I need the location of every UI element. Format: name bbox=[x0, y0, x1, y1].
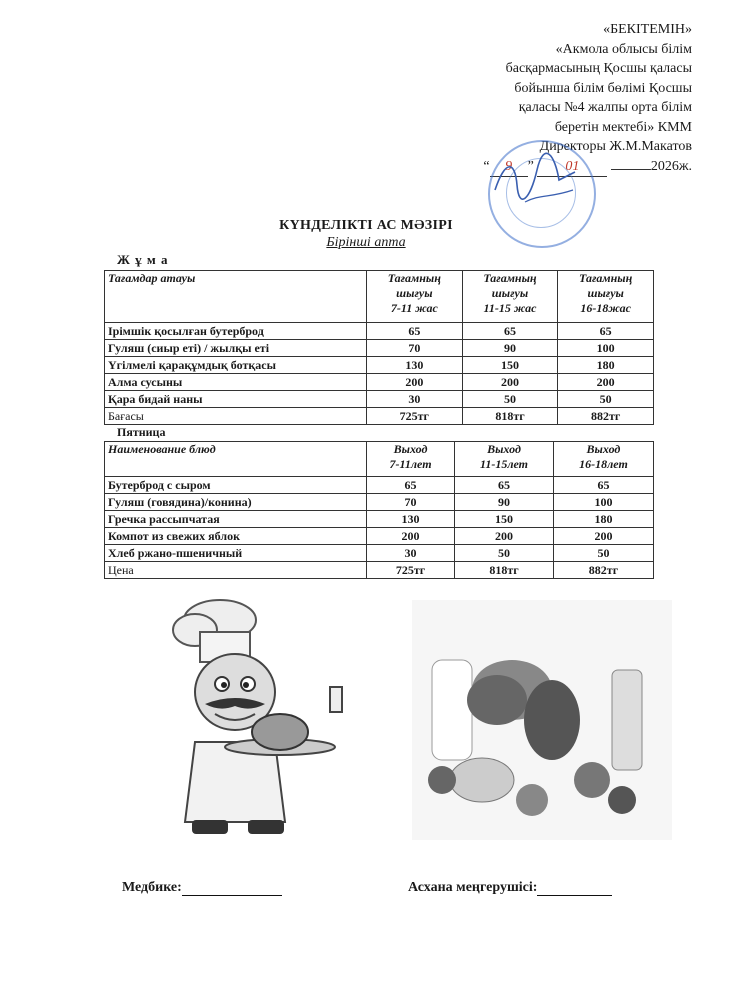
approval-org-line: «Акмола облысы білім bbox=[555, 41, 692, 57]
portion-value: 65 bbox=[367, 477, 455, 494]
table-row bbox=[105, 528, 654, 545]
table-row bbox=[105, 511, 654, 528]
table-row bbox=[105, 323, 654, 340]
chef-illustration bbox=[160, 592, 375, 842]
table-header-row bbox=[105, 442, 654, 477]
portion-value: 65 bbox=[455, 477, 554, 494]
day-label-ru: Пятница bbox=[117, 425, 166, 439]
portion-value: 65 bbox=[367, 323, 463, 340]
portion-value: 50 bbox=[455, 545, 554, 562]
header-portion-16-18: Тағамның шығуы 16-18жас bbox=[558, 271, 654, 323]
dish-name: Бутерброд с сыром bbox=[105, 477, 367, 494]
header-dish-name: Наименование блюд bbox=[105, 442, 367, 477]
director-name: Директоры Ж.М.Макатов bbox=[539, 139, 692, 154]
signature-line bbox=[537, 881, 612, 896]
portion-value: 100 bbox=[558, 340, 654, 357]
portion-value: 90 bbox=[462, 340, 558, 357]
portion-value: 70 bbox=[367, 494, 455, 511]
page-title: КҮНДЕЛІКТІ АС МӘЗІРІ bbox=[279, 218, 453, 233]
dish-name: Гуляш (сиыр еті) / жылқы еті bbox=[105, 340, 367, 357]
table-row bbox=[105, 357, 654, 374]
director-signature bbox=[485, 150, 585, 210]
table-row bbox=[105, 391, 654, 408]
price-value: 818тг bbox=[455, 562, 554, 579]
portion-value: 150 bbox=[462, 357, 558, 374]
portion-value: 65 bbox=[558, 323, 654, 340]
price-value: 725тг bbox=[367, 562, 455, 579]
portion-value: 30 bbox=[367, 545, 455, 562]
price-label: Бағасы bbox=[105, 408, 367, 425]
price-value: 882тг bbox=[553, 562, 653, 579]
portion-value: 200 bbox=[367, 528, 455, 545]
date-day: 9 bbox=[490, 157, 528, 178]
portion-value: 65 bbox=[553, 477, 653, 494]
signature-line bbox=[182, 881, 282, 896]
approval-heading: «БЕКІТЕМІН» bbox=[603, 22, 692, 37]
portion-value: 30 bbox=[367, 391, 463, 408]
kitchen-head-signature-field bbox=[408, 880, 612, 896]
approval-org-line: бойынша білім бөлімі Қосшы bbox=[514, 80, 692, 96]
approval-org-line: беретін мектебі» КММ bbox=[554, 119, 692, 135]
portion-value: 200 bbox=[367, 374, 463, 391]
page-subtitle: Бірінші апта bbox=[326, 235, 406, 250]
dish-name: Гречка рассыпчатая bbox=[105, 511, 367, 528]
header-portion-11-15: Тағамның шығуы 11-15 жас bbox=[462, 271, 558, 323]
dish-name: Үгілмелі қарақұмдық ботқасы bbox=[105, 357, 367, 374]
portion-value: 180 bbox=[553, 511, 653, 528]
header-dish-name: Тағамдар атауы bbox=[105, 271, 367, 323]
approval-org-line: басқармасының Қосшы қаласы bbox=[505, 61, 692, 76]
dish-name: Қара бидай наны bbox=[105, 391, 367, 408]
portion-value: 130 bbox=[367, 357, 463, 374]
price-value: 882тг bbox=[558, 408, 654, 425]
dish-name: Хлеб ржано-пшеничный bbox=[105, 545, 367, 562]
table-row bbox=[105, 545, 654, 562]
portion-value: 65 bbox=[462, 323, 558, 340]
portion-value: 50 bbox=[553, 545, 653, 562]
portion-value: 90 bbox=[455, 494, 554, 511]
portion-value: 50 bbox=[558, 391, 654, 408]
header-portion-7-11: Выход 7-11лет bbox=[367, 442, 455, 477]
dish-name: Компот из свежих яблок bbox=[105, 528, 367, 545]
portion-value: 50 bbox=[462, 391, 558, 408]
portion-value: 70 bbox=[367, 340, 463, 357]
portion-value: 200 bbox=[462, 374, 558, 391]
approval-date: “ 9 ” 01 2026ж. bbox=[392, 157, 692, 178]
nurse-signature-field bbox=[122, 880, 282, 896]
date-year: 2026ж. bbox=[650, 158, 692, 174]
table-row bbox=[105, 340, 654, 357]
food-illustration bbox=[412, 600, 672, 840]
nurse-label: Медбике: bbox=[122, 880, 182, 895]
table-header-row bbox=[105, 271, 654, 323]
price-value: 818тг bbox=[462, 408, 558, 425]
portion-value: 200 bbox=[455, 528, 554, 545]
portion-value: 100 bbox=[553, 494, 653, 511]
price-row bbox=[105, 562, 654, 579]
header-portion-11-15: Выход 11-15лет bbox=[455, 442, 554, 477]
table-row bbox=[105, 477, 654, 494]
menu-table-ru bbox=[104, 441, 654, 579]
kitchen-head-label: Асхана меңгерушісі: bbox=[408, 880, 538, 895]
portion-value: 200 bbox=[553, 528, 653, 545]
price-row bbox=[105, 408, 654, 425]
price-value: 725тг bbox=[367, 408, 463, 425]
table-row bbox=[105, 374, 654, 391]
dish-name: Гуляш (говядина)/конина) bbox=[105, 494, 367, 511]
day-label-kz: Ж ұ м а bbox=[117, 252, 169, 267]
portion-value: 200 bbox=[558, 374, 654, 391]
portion-value: 180 bbox=[558, 357, 654, 374]
portion-value: 130 bbox=[367, 511, 455, 528]
approval-org-line: қаласы №4 жалпы орта білім bbox=[518, 100, 692, 115]
header-portion-7-11: Тағамның шығуы 7-11 жас bbox=[367, 271, 463, 323]
date-month: 01 bbox=[537, 157, 607, 178]
portion-value: 150 bbox=[455, 511, 554, 528]
table-row bbox=[105, 494, 654, 511]
dish-name: Алма сусыны bbox=[105, 374, 367, 391]
menu-table-kz bbox=[104, 270, 654, 425]
dish-name: Ірімшік қосылған бутерброд bbox=[105, 323, 367, 340]
header-portion-16-18: Выход 16-18лет bbox=[553, 442, 653, 477]
price-label: Цена bbox=[105, 562, 367, 579]
